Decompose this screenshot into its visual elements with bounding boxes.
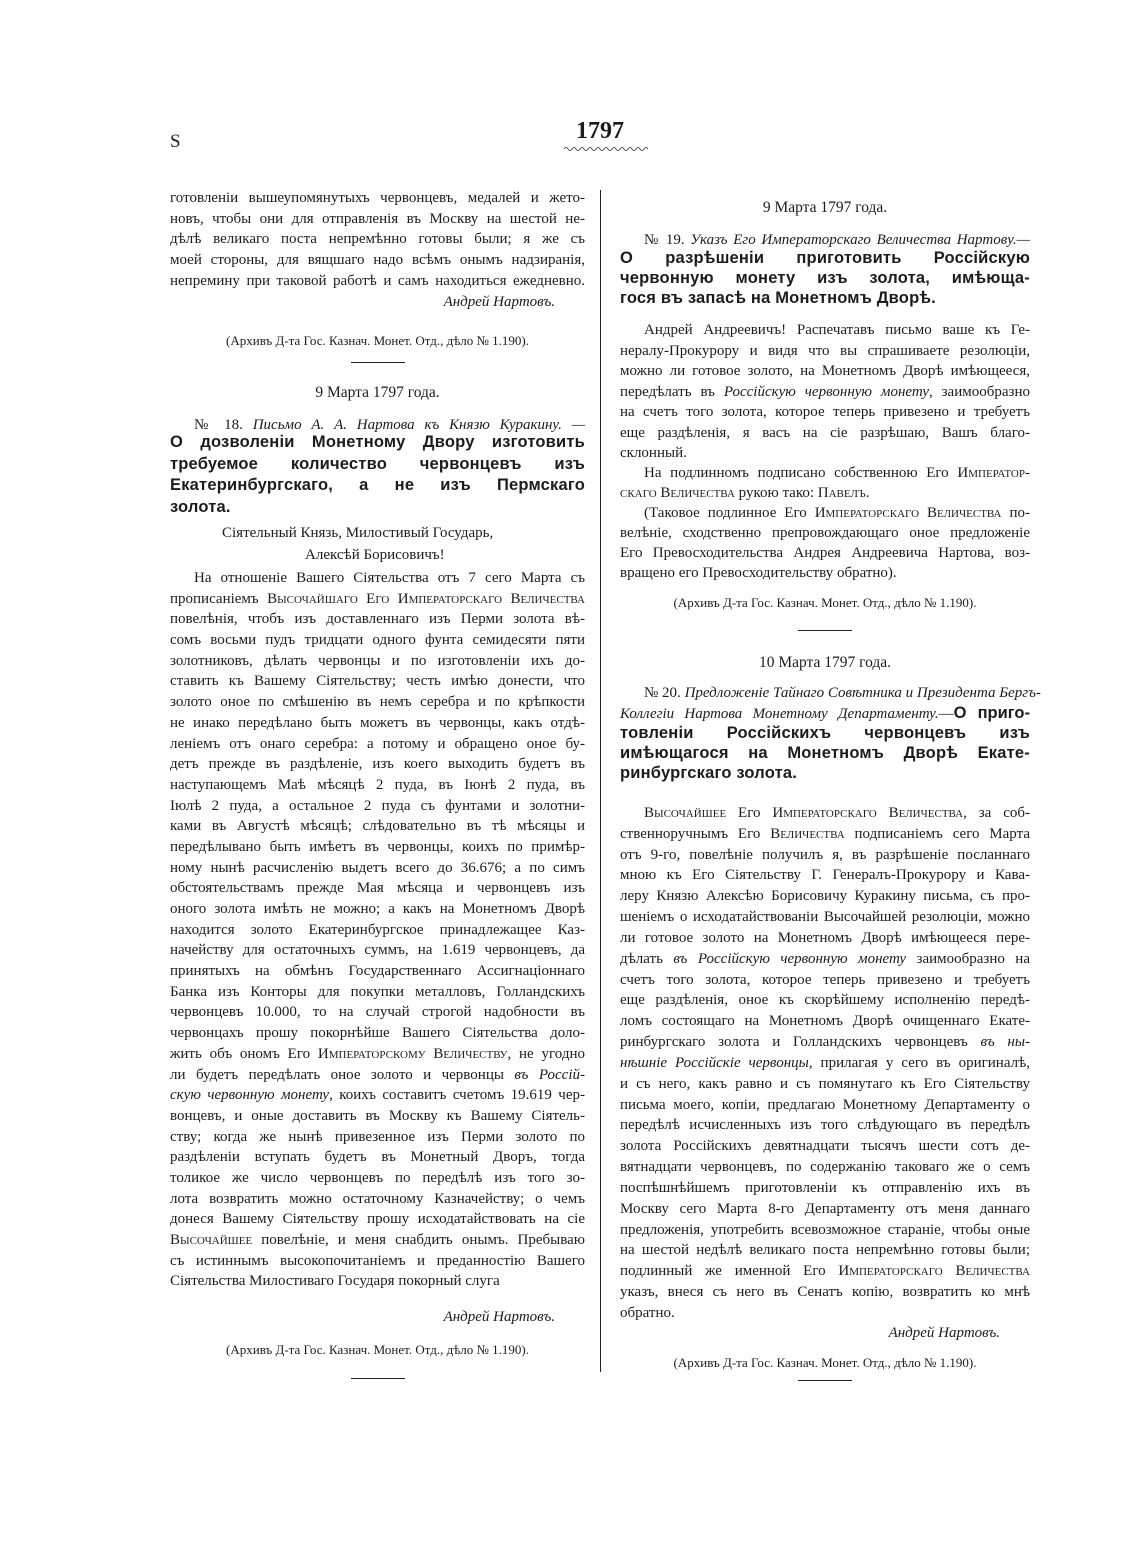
text-line: вятнадцати червонцевъ, по содержанію таковаго же о семъ	[620, 1159, 1030, 1176]
text-line: письма моего, копіи, предлагаю Монетному Департаменту о	[620, 1096, 1030, 1113]
text-line: вонцевъ, и оные доставить въ Москву къ Вашему Сіятель-	[170, 1107, 585, 1124]
section-separator-rule	[351, 362, 405, 363]
text-line: Сіятельный Князь, Милостивый Государь,	[222, 525, 494, 541]
text-segment: На подлинномъ подписано собственною Его	[644, 465, 958, 481]
text-line: ками въ Августѣ мѣсяцѣ; слѣдовательно въ тѣ мѣсяцы и	[170, 818, 585, 835]
text-line: О разрѣшеніи приготовить Россійскую	[620, 249, 1030, 267]
text-line: обратно.	[620, 1304, 675, 1321]
text-line: имѣющагося на Монетномъ Дворѣ Екате-	[620, 744, 1030, 762]
text-line: непремину при таковой работѣ и самъ находиться ежедневно.	[170, 272, 585, 289]
text-line	[620, 1261, 1030, 1282]
text-line: (Архивъ Д-та Гос. Казнач. Монет. Отд., дѣло № 1.190).	[226, 1342, 529, 1357]
text-line: еще раздѣленія, оное къ скорѣйшему исполненію передѣ-	[620, 992, 1030, 1009]
italic-text: въ Россійскую червонную монету	[673, 950, 907, 967]
text-line: склонный.	[620, 445, 687, 461]
text-line: толикое же число червонцевъ по передѣлѣ изъ того зо-	[170, 1169, 585, 1186]
italic-text: Письмо А. А. Нартова къ Князю Куракину. —	[252, 417, 586, 433]
text-line: Андрей Нартовъ.	[443, 294, 555, 310]
text-line: дѣлѣ великаго поста непремѣнно готовы были; я же съ	[170, 231, 585, 248]
date-line	[620, 653, 1030, 673]
text-segment: рукою тако:	[734, 485, 818, 501]
paragraph	[620, 320, 1030, 464]
text-line: на счетъ того золота, которое теперь привезено и требуетъ	[620, 404, 1030, 420]
text-line: не инако передѣлано быть можетъ въ червонцы, какъ отдѣ-	[170, 714, 585, 731]
small-caps-text: Император-	[957, 465, 1030, 481]
text-line	[170, 1065, 585, 1086]
text-line: Екатеринбургскаго, а не изъ Пермскаго	[170, 476, 585, 495]
small-caps-text: Высочайшаго Его Императорскаго Величества	[267, 590, 586, 607]
text-segment: ли будетъ передѣлать оное золото и червонцы	[170, 1066, 515, 1083]
text-line: 9 Марта 1797 года.	[762, 199, 888, 216]
text-line: червонцевъ 10.000, то на случай строгой надобности въ	[170, 1004, 585, 1021]
text-line: принятыхъ на обмѣнъ Государственнаго Ассигнаціоннаго	[170, 963, 585, 980]
left-column	[170, 0, 585, 1568]
text-line: начейству для остаточныхъ суммъ, на 1.619 червонцевъ, да	[170, 942, 585, 959]
text-line: поспѣшнѣйшемъ приготовленіи къ отправленію ихъ въ	[620, 1179, 1030, 1196]
text-line: На отношеніе Вашего Сіятельства отъ 7 сего Марта съ	[194, 570, 585, 586]
text-line: Банка изъ Конторы для покупки металловъ, Голландскихъ	[170, 983, 585, 1000]
text-line: новъ, чтобы они для отправленія въ Москву на шестой не-	[170, 210, 585, 227]
text-line	[620, 1053, 1030, 1074]
text-segment: ринбургскаго золота и Голландскихъ червонцевъ	[620, 1034, 981, 1051]
text-line: О дозволеніи Монетному Двору изготовить	[170, 433, 585, 451]
text-line: передѣлѣ исчисленныхъ изъ того слѣдующаго въ передѣлъ	[620, 1117, 1030, 1134]
text-line	[620, 949, 1030, 970]
italic-text: нѣшніе Россійскіе червонцы	[620, 1054, 809, 1071]
text-segment: , не угодно	[507, 1045, 585, 1062]
text-line: Андрей Нартовъ.	[888, 1325, 1000, 1341]
small-caps-text: Императорскому Величеству	[317, 1045, 508, 1062]
text-line: наступающемъ Маѣ мѣсяцѣ 2 пуда, въ Іюнѣ 2 пуда, въ	[170, 776, 585, 793]
right-column	[620, 0, 1041, 1568]
text-line	[620, 382, 1030, 403]
text-line: моей стороны, для вящшаго надо всѣмъ онымъ надзиранія,	[170, 252, 585, 269]
text-segment: Его	[726, 805, 773, 821]
text-line	[170, 1085, 585, 1106]
text-segment: .	[865, 485, 870, 501]
text-line	[620, 503, 1030, 523]
paragraph	[620, 503, 1030, 583]
small-caps-text: Павелъ	[817, 485, 866, 501]
italic-text: Указъ Его Императорскаго Величества Нартову.—	[690, 232, 1031, 248]
text-line: указъ, внеся съ него въ Сенатъ копію, возвратить ко мнѣ	[620, 1284, 1030, 1301]
small-caps-text: Императорскаго Величества	[772, 805, 964, 821]
date-line	[170, 383, 585, 403]
text-line: Іюлѣ 2 пуда, а остальное 2 пуда съ фунтами и золотни-	[170, 797, 585, 814]
text-line: сомъ восьми пудъ тридцати одного фунта семидесяти пяти	[170, 632, 585, 649]
text-line: (Архивъ Д-та Гос. Казнач. Монет. Отд., дѣло № 1.190).	[673, 595, 977, 610]
text-line: товленіи Россійскихъ червонцевъ изъ	[620, 724, 1030, 742]
signature	[170, 292, 585, 312]
text-line: съ истиннымъ высокопочитаніемъ и преданностію Вашего	[170, 1252, 585, 1269]
text-line: передѣлывано быть имѣетъ въ червонцы, коихъ по примѣр-	[170, 838, 585, 855]
archive-reference	[170, 1340, 585, 1360]
text-line: обстоятельствамъ прежде Мая мѣсяца и червонцевъ изъ	[170, 880, 585, 897]
text-line: леру Князю Алексѣю Борисовичу Куракину письма, съ про-	[620, 888, 1030, 905]
text-line: еще раздѣленія, я васъ на сіе разрѣшаю, Вашъ благо-	[620, 424, 1030, 441]
small-caps-text: скаго Величества	[620, 485, 735, 501]
text-line: мною къ Его Сіятельству Г. Генералъ-Прокурору и Кава-	[620, 867, 1030, 884]
text-line: ству; когда же нынѣ привезенное изъ Перми золото по	[170, 1128, 585, 1145]
text-line	[170, 1230, 585, 1251]
column-divider	[600, 190, 601, 1372]
text-line: червонную монету изъ золота, имѣюща-	[620, 269, 1030, 287]
text-line: Андрей Андреевичъ! Распечатавъ письмо ваше къ Ге-	[644, 322, 1030, 338]
text-line: золота.	[170, 497, 231, 516]
paragraph	[620, 230, 1030, 250]
italic-text: въ Россій-	[514, 1066, 585, 1083]
text-line: Его Превосходительства Андрея Андреевича Нартова, воз-	[620, 545, 1030, 561]
text-line: находится золото Екатеринбургское принадлежащее Каз-	[170, 921, 585, 938]
text-line: готовленіи вышеупомянутыхъ червонцевъ, медалей и жето-	[170, 190, 585, 206]
date-line	[620, 198, 1030, 218]
text-segment: № 18.	[194, 417, 253, 433]
text-line: 9 Марта 1797 года.	[315, 384, 440, 401]
text-line: оного золота имѣть не можно; а какъ на Монетномъ Дворѣ	[170, 901, 585, 917]
text-line: вращено его Превосходительству обратно).	[620, 565, 897, 581]
text-segment: , заимообразно	[928, 383, 1030, 400]
text-line: счетъ того золота, которое теперь привезено и требуетъ	[620, 971, 1030, 988]
text-segment: , прилагая у сего въ оригиналѣ,	[808, 1054, 1030, 1071]
text-line: (Архивъ Д-та Гос. Казнач. Монет. Отд., дѣло № 1.190).	[673, 1355, 977, 1370]
text-line: (Архивъ Д-та Гос. Казнач. Монет. Отд., дѣло № 1.190).	[226, 333, 529, 348]
text-line	[620, 703, 1030, 723]
text-line: на шестой недѣлѣ великаго поста непремѣнно готовы были;	[620, 1242, 1030, 1259]
text-line: 10 Марта 1797 года.	[758, 654, 892, 671]
text-segment: № 19.	[644, 232, 691, 248]
section-heading	[620, 248, 1030, 308]
text-line: требуемое количество червонцевъ изъ	[170, 454, 585, 473]
page-marker: S	[170, 131, 181, 152]
italic-text: Россійскую червонную монету	[723, 383, 929, 400]
text-segment: подлинный же именной Его	[620, 1263, 839, 1280]
italic-text: Коллегіи Нартова Монетному Департаменту.	[620, 706, 939, 722]
small-caps-text: Императорскаго Величества	[814, 505, 1002, 521]
text-line: гося въ запасѣ на Монетномъ Дворѣ.	[620, 289, 936, 307]
text-line: ломъ состоящаго на Монетномъ Дворѣ очищеннаго Екате-	[620, 1013, 1030, 1030]
text-line: Москву сего Марта 8-го Департаменту отъ меня даннаго	[620, 1200, 1030, 1217]
paragraph	[170, 568, 585, 1292]
text-segment: № 20.	[644, 685, 685, 701]
text-line	[620, 803, 1030, 824]
text-line	[620, 483, 1030, 503]
text-line: ному нынѣ расчисленію выдетъ всего до 36.676; а по симъ	[170, 859, 585, 876]
text-line: Сіятельства Милостиваго Государя покорный слуга	[170, 1273, 500, 1290]
small-caps-text: Императорскаго Величества	[838, 1263, 1030, 1280]
italic-text: Предложеніе Тайнаго Совѣтника и Президента Бергъ-	[684, 685, 1041, 701]
text-segment: жить объ ономъ Его	[170, 1045, 318, 1062]
text-line	[170, 1044, 585, 1065]
text-line	[620, 824, 1030, 845]
small-caps-text: Высочайшее	[170, 1232, 253, 1248]
paragraph	[170, 188, 585, 291]
paragraph	[620, 683, 1041, 723]
text-line: золота Россійскихъ девятнадцати тысячъ шести сотъ де-	[620, 1138, 1030, 1155]
text-line: Андрей Нартовъ.	[443, 1309, 555, 1325]
text-line: раздѣленіи вступать будетъ въ Монетный Дворъ, тогда	[170, 1149, 585, 1166]
text-line	[620, 683, 1041, 703]
signature	[620, 1323, 1030, 1343]
text-line: донеся Вашему Сіятельству прошу исходатайствовать на сіе	[170, 1211, 585, 1228]
section-heading	[620, 723, 1030, 783]
text-line: шеніемъ о исходатайствованіи Высочайшей резолюціи, можно	[620, 909, 1030, 926]
text-segment: заимообразно на	[906, 950, 1030, 967]
section-separator-rule	[351, 1378, 405, 1379]
text-segment: подписаніемъ сего Марта	[844, 825, 1031, 842]
text-segment: —	[938, 706, 954, 722]
text-line: лота возвратить можно остаточному Казначейству; о чемъ	[170, 1190, 585, 1207]
text-segment: прописаніемъ	[170, 590, 268, 607]
text-line: червонцахъ прошу покорнѣйше Вашего Сіятельства доло-	[170, 1025, 585, 1042]
text-line: нералу-Прокурору и видя что вы спрашиваете резолюціи,	[620, 342, 1030, 359]
italic-text: въ ны-	[980, 1034, 1031, 1051]
archive-reference	[620, 1353, 1030, 1373]
text-line: велѣніе, сходственно препровождающаго оное предложеніе	[620, 525, 1030, 541]
text-segment: (Таковое подлинное Его	[644, 505, 815, 521]
section-separator-rule	[798, 630, 852, 631]
text-line: отъ 9-го, повелѣніе получилъ я, въ разрѣшеніе посланнаго	[620, 846, 1030, 863]
salutation	[170, 522, 585, 566]
text-line: ринбургскаго золота.	[620, 764, 798, 782]
paragraph	[620, 463, 1030, 503]
paragraph	[620, 803, 1030, 1324]
page-header-year: 1797	[576, 118, 624, 144]
text-line: золото оное по смѣшенію въ немъ серебра и по крѣпкости	[170, 694, 585, 711]
text-segment: дѣлать	[620, 950, 674, 967]
text-line	[170, 589, 585, 610]
text-line: леніемъ отъ онаго серебра: а потому и обращено оное бу-	[170, 735, 585, 752]
text-segment: передѣлать въ	[620, 383, 724, 400]
text-line: детъ прежде въ раздѣленіе, изъ коего выходить будетъ въ	[170, 756, 585, 773]
section-heading	[170, 432, 585, 518]
text-line: золотниковъ, дѣлать червонцы и по изготовленіи ихъ до-	[170, 652, 585, 669]
text-line: предложенія, употребить всевозможное стараніе, чтобы оные	[620, 1221, 1030, 1238]
text-segment: по-	[1001, 505, 1030, 521]
text-line	[620, 1032, 1030, 1053]
signature	[170, 1307, 585, 1327]
section-separator-rule	[798, 1380, 852, 1381]
archive-reference	[170, 331, 585, 351]
small-caps-text: Высочайшее	[644, 805, 727, 821]
text-segment: повелѣніе, и меня снабдить онымъ. Пребываю	[252, 1232, 585, 1248]
text-line: Алексѣй Борисовичъ!	[305, 547, 445, 563]
text-line: повелѣнія, чтобъ изъ доставленнаго изъ Перми золота вѣ-	[170, 611, 585, 628]
text-segment: , за соб-	[963, 805, 1030, 821]
text-segment: ственноручнымъ Его	[620, 825, 771, 842]
text-line: и съ него, какъ равно и съ помянутаго къ Его Сіятельству	[620, 1075, 1030, 1092]
text-segment: , коихъ составитъ счетомъ 19.619 чер-	[329, 1087, 585, 1104]
archive-reference	[620, 593, 1030, 613]
text-line: ли готовое золото на Монетномъ Дворѣ имѣющееся пере-	[620, 929, 1030, 946]
text-line	[620, 463, 1030, 483]
text-line: можно ли готовое золото, на Монетномъ Дворѣ имѣющееся,	[620, 363, 1030, 379]
small-caps-text: Величества	[770, 825, 845, 842]
italic-text: скую червонную монету	[170, 1087, 330, 1104]
text-line: ставить къ Вашему Сіятельству; честь имѣю донести, что	[170, 673, 585, 690]
text-line	[620, 230, 1030, 250]
bold-heading-text: О приго-	[953, 704, 1030, 722]
